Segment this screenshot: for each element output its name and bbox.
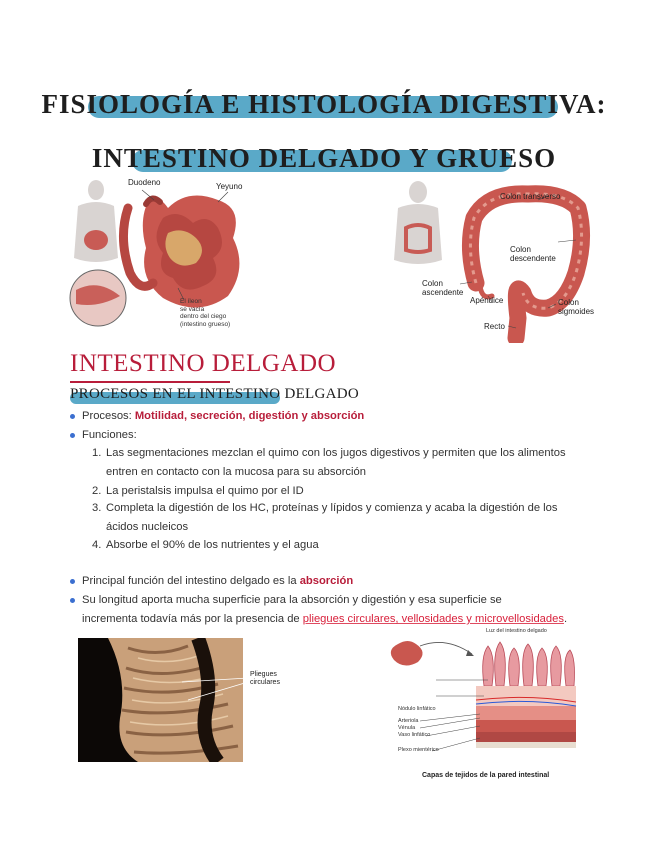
bullet-dot (70, 598, 75, 603)
colon-figure (388, 178, 593, 343)
list-text: La peristalsis impulsa el quimo por el ID (106, 485, 304, 497)
label-plexo: Plexo mientérico (398, 747, 439, 753)
principal-text: Principal función del intestino delgado es la (82, 575, 297, 587)
title-line-2 (0, 138, 648, 178)
longitud-line1: Su longitud aporta mucha superficie para la absorción y digestión y esa superficie se (82, 594, 502, 606)
label-arteriola: Arteriola (398, 718, 419, 724)
list-number: 1. (92, 447, 102, 459)
principal-value: absorción (299, 575, 354, 587)
label-colon-transverso: Colon transverso (500, 192, 561, 201)
label-colon-sigmoides: Colon sigmoides (558, 298, 595, 316)
label-yeyuno: Yeyuno (216, 182, 243, 191)
section-heading-underline (70, 381, 230, 383)
list-text: Completa la digestión de los HC, proteínas y lípidos y comienza y acaba la digestión de los ácidos nucleicos (106, 502, 558, 533)
label-recto: Recto (484, 322, 505, 331)
list-text: Las segmentaciones mezclan el quimo con los jugos digestivos y permiten que los alimentos entren en contacto con la mucosa para su absorción (106, 447, 566, 478)
procesos-value: Motilidad, secreción, digestión y absorción (134, 410, 365, 422)
label-luz: Luz del intestino delgado (486, 628, 547, 634)
label-apendice: Apéndice (470, 296, 504, 305)
section-subheading: PROCESOS EN EL INTESTINO DELGADO (70, 386, 360, 402)
bullet-dot (70, 433, 75, 438)
pliegues-photo (78, 638, 298, 762)
title-line-1 (0, 84, 648, 124)
small-intestine-figure (68, 178, 278, 338)
label-colon-ascendente: Colon ascendente (422, 279, 464, 297)
label-colon-descendente: Colon descendente (510, 245, 556, 263)
label-pliegues: Pliegues circulares (250, 671, 280, 686)
procesos-label: Procesos: (82, 410, 132, 422)
capas-caption: Capas de tejidos de la pared intestinal (422, 772, 550, 779)
bullet-longitud (82, 591, 602, 629)
list-text: Absorbe el 90% de los nutrientes y el agua (106, 539, 319, 551)
list-number: 4. (92, 539, 102, 551)
capas-figure (376, 626, 586, 786)
page-title-line1: FISIOLOGÍA E HISTOLOGÍA DIGESTIVA: (41, 89, 607, 119)
longitud-line2-value: pliegues circulares, vellosidades y microvellosidades (302, 613, 564, 625)
colon-illustration (388, 178, 593, 343)
bullet-procesos (82, 407, 364, 426)
page-title-line2: INTESTINO DELGADO Y GRUESO (91, 143, 557, 173)
label-vaso-linfatico: Vaso linfático (398, 732, 431, 738)
section-heading: INTESTINO DELGADO (70, 350, 337, 377)
longitud-line2-prefix: incrementa todavía más por la presencia de (82, 613, 300, 625)
label-nodulo: Nódulo linfático (398, 706, 436, 712)
longitud-line2-suffix: . (563, 613, 568, 625)
list-item (92, 536, 592, 555)
bullet-principal (82, 572, 353, 591)
label-ileon: El íleon se vacía dentro del ciego (intestino grueso) (180, 298, 231, 328)
bullet-dot (70, 414, 75, 419)
bullet-funciones: Funciones: (82, 429, 137, 441)
pliegues-figure (78, 638, 298, 762)
small-intestine-illustration (68, 178, 278, 338)
label-duodeno: Duodeno (128, 178, 161, 187)
list-item (92, 444, 592, 482)
label-venula: Vénula (398, 725, 416, 731)
bullet-dot (70, 579, 75, 584)
list-number: 3. (92, 502, 102, 514)
list-item (92, 499, 592, 537)
list-number: 2. (92, 485, 102, 497)
